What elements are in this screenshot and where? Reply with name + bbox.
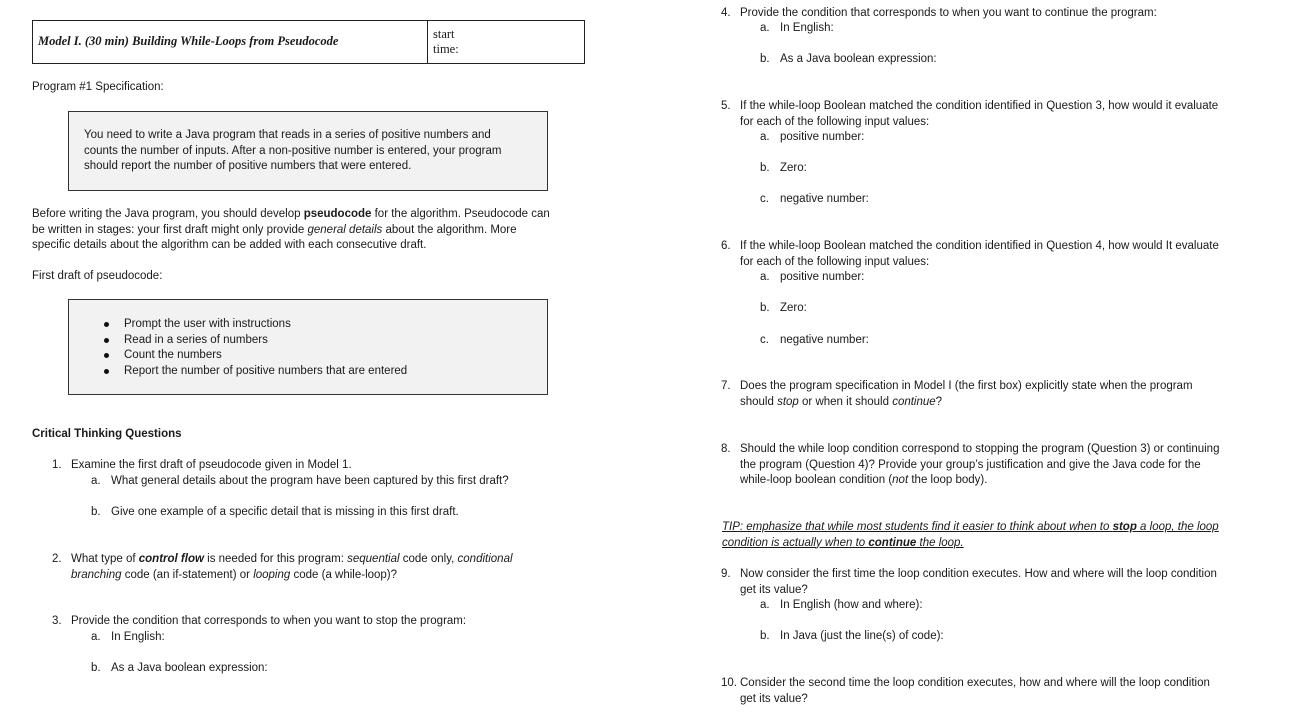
- q6-text: If the while-loop Boolean matched the condition identified in Question 4, how would It evaluate for each of the following input values:: [740, 240, 1219, 268]
- q5b-text: Zero:: [780, 162, 807, 174]
- q10-text: Consider the second time the loop condition executes, how and where will the loop condition get its value?: [740, 677, 1210, 705]
- spec-line: should report the number of positive numbers that were entered.: [84, 160, 412, 172]
- q2-number: 2.: [52, 553, 62, 565]
- list-item: Prompt the user with instructions: [104, 317, 547, 333]
- q6b-label: b.: [760, 302, 770, 314]
- spec-line: You need to write a Java program that reads in a series of positive numbers and: [84, 129, 491, 141]
- ctq-heading: Critical Thinking Questions: [32, 428, 182, 440]
- spec-line: counts the number of inputs. After a non-positive number is entered, your program: [84, 144, 502, 157]
- first-draft-label: First draft of pseudocode:: [32, 270, 163, 282]
- q4b-label: b.: [760, 53, 770, 65]
- tip-note: TIP: emphasize that while most students find it easier to think about when to stop a loop, the loop condition is actually when to continue the loop.: [722, 521, 1219, 549]
- q6b-text: Zero:: [780, 302, 807, 314]
- q9a-text: In English (how and where):: [780, 599, 923, 611]
- q4a-text: In English:: [780, 22, 834, 34]
- q5c-label: c.: [760, 193, 769, 205]
- q8-text: Should the while loop condition correspond to stopping the program (Question 3) or continuing the program (Question 4)? Provide your group’s justification and give the Java code for the while-loop boolean condition (not the loop body).: [740, 443, 1220, 486]
- q1a-label: a.: [91, 475, 101, 487]
- q1-number: 1.: [52, 459, 62, 471]
- first-draft-box: [68, 299, 548, 395]
- q5a-text: positive number:: [780, 131, 865, 143]
- q1b-label: b.: [91, 506, 101, 518]
- q6c-text: negative number:: [780, 334, 869, 346]
- q6a-label: a.: [760, 271, 770, 283]
- q3a-text: In English:: [111, 631, 165, 643]
- q8-number: 8.: [721, 443, 731, 455]
- q5b-label: b.: [760, 162, 770, 174]
- start-time-cell: start time:: [433, 27, 459, 56]
- q5a-label: a.: [760, 131, 770, 143]
- list-item: Read in a series of numbers: [104, 333, 547, 349]
- q10-number: 10.: [721, 677, 737, 689]
- q3a-label: a.: [91, 631, 101, 643]
- q7-text: Does the program specification in Model I (the first box) explicitly state when the program should stop or when it should continue?: [740, 380, 1193, 408]
- list-item: Report the number of positive numbers that are entered: [104, 364, 547, 380]
- q7-number: 7.: [721, 380, 731, 392]
- q3b-text: As a Java boolean expression:: [111, 662, 268, 674]
- spec-box: [68, 111, 548, 191]
- q3b-label: b.: [91, 662, 101, 674]
- q2-text: What type of control flow is needed for this program: sequential code only, conditional branching code (an if-statement) or looping code (a while-loop)?: [71, 553, 513, 581]
- q6c-label: c.: [760, 334, 769, 346]
- q1-text: Examine the first draft of pseudocode given in Model 1.: [71, 459, 352, 471]
- spec-label: Program #1 Specification:: [32, 81, 164, 93]
- q1a-text: What general details about the program have been captured by this first draft?: [111, 475, 509, 487]
- pseudocode-intro: Before writing the Java program, you should develop pseudocode for the algorithm. Pseudocode can be written in stages: your first draft might only provide general details about the algorithm. More specific details about the algorithm can be added with each consecutive draft.: [32, 208, 550, 251]
- q5-text: If the while-loop Boolean matched the condition identified in Question 3, how would it evaluate for each of the following input values:: [740, 100, 1219, 128]
- q6a-text: positive number:: [780, 271, 865, 283]
- q4b-text: As a Java boolean expression:: [780, 53, 937, 65]
- model-title: Model I. (30 min) Building While-Loops from Pseudocode: [33, 21, 428, 63]
- q3-text: Provide the condition that corresponds to when you want to stop the program:: [71, 615, 467, 627]
- q9b-label: b.: [760, 630, 770, 642]
- q5c-text: negative number:: [780, 193, 869, 205]
- q1b-text: Give one example of a specific detail that is missing in this first draft.: [111, 506, 459, 518]
- q9a-label: a.: [760, 599, 770, 611]
- q9b-text: In Java (just the line(s) of code):: [780, 630, 944, 642]
- model-header-table: [32, 20, 585, 64]
- q3-number: 3.: [52, 615, 62, 627]
- q4-number: 4.: [721, 7, 731, 19]
- q4-text: Provide the condition that corresponds to when you want to continue the program:: [740, 7, 1157, 19]
- list-item: Count the numbers: [104, 348, 547, 364]
- q9-number: 9.: [721, 568, 731, 580]
- q6-number: 6.: [721, 240, 731, 252]
- q9-text: Now consider the first time the loop condition executes. How and where will the loop condition get its value?: [740, 568, 1217, 596]
- q4a-label: a.: [760, 22, 770, 34]
- draft-list: [104, 317, 547, 379]
- q5-number: 5.: [721, 100, 731, 112]
